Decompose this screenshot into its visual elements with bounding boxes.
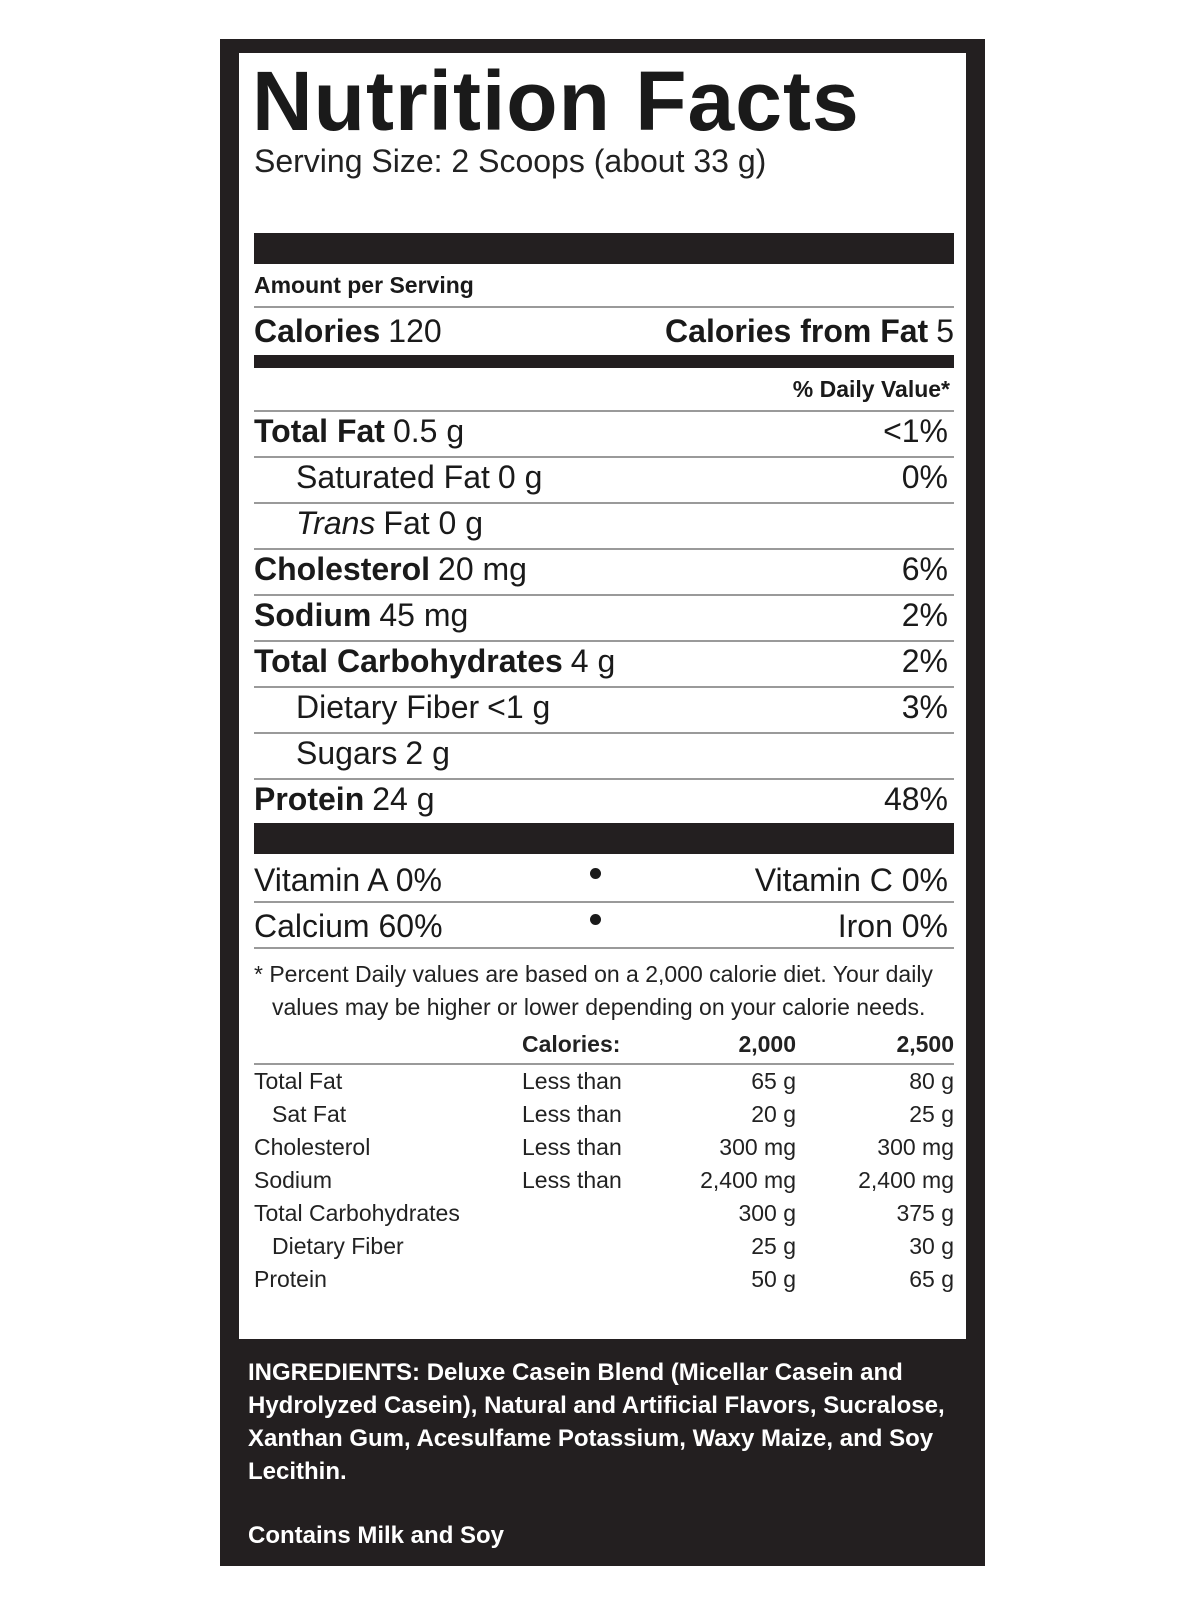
thick-divider (254, 823, 954, 854)
nutrient-amount: 24 g (372, 780, 435, 817)
nutrient-dv: 6% (901, 550, 948, 587)
footnote-line: * Percent Daily values are based on a 2,000 calorie diet. Your daily (254, 961, 933, 987)
calories-value: 120 (388, 312, 442, 349)
daily-value-table-body (254, 1068, 960, 1299)
table-cell: 30 g (909, 1233, 954, 1259)
table-cell: 300 mg (719, 1134, 796, 1160)
nutrient-dv: <1% (883, 412, 948, 449)
table-cell: Less than (522, 1068, 622, 1094)
table-cell: Less than (522, 1167, 622, 1193)
table-header-cell: 2,500 (896, 1031, 954, 1057)
nutrient-amount: 4 g (570, 642, 616, 679)
table-row (254, 1134, 960, 1167)
table-cell: 25 g (751, 1233, 796, 1259)
nutrient-amount: Fat 0 g (383, 504, 484, 541)
ingredients-label: INGREDIENTS: (248, 1359, 421, 1386)
table-cell: Less than (522, 1134, 622, 1160)
table-cell: Sat Fat (272, 1101, 347, 1127)
daily-value-header-row (254, 369, 954, 409)
table-cell: Dietary Fiber (272, 1233, 404, 1259)
nutrient-name: Total Carbohydrates (254, 642, 563, 679)
table-cell: 80 g (909, 1068, 954, 1094)
nutrient-dv: 2% (901, 596, 948, 633)
vitamin-row (254, 858, 954, 898)
amount-per-serving-row (254, 265, 954, 305)
calories-label: Calories (254, 312, 381, 349)
nutrient-name: Protein (254, 780, 365, 817)
table-cell: 20 g (751, 1101, 796, 1127)
vitamin-right: Vitamin C 0% (754, 862, 948, 898)
nutrient-amount: 0.5 g (392, 412, 465, 449)
nutrient-amount: 0 g (497, 458, 543, 495)
allergen-statement: Contains Milk and Soy (248, 1522, 505, 1549)
table-header-cell: 2,000 (738, 1031, 796, 1057)
nutrient-row (254, 457, 954, 497)
nutrient-row (254, 503, 954, 543)
nutrient-name: Sugars (296, 734, 398, 771)
nutrient-amount: 45 mg (379, 596, 469, 633)
medium-divider (254, 355, 954, 368)
bullet-icon (590, 868, 601, 879)
daily-value-header: % Daily Value* (792, 375, 950, 402)
nutrient-row (254, 687, 954, 727)
calories-from-fat-value: 5 (936, 312, 954, 349)
serving-size: Serving Size: 2 Scoops (about 33 g) (254, 143, 767, 179)
table-cell: 300 mg (877, 1134, 954, 1160)
nutrient-amount: <1 g (487, 688, 551, 725)
nutrient-name: Total Fat (254, 412, 385, 449)
nutrient-name: Saturated Fat (296, 458, 490, 495)
nutrient-name: Trans (296, 504, 376, 541)
nutrient-dv: 48% (883, 780, 948, 817)
nutrient-row (254, 733, 954, 773)
thick-divider (254, 233, 954, 264)
table-row (254, 1200, 960, 1233)
divider (254, 306, 954, 308)
ingredients (248, 1356, 948, 1488)
table-cell: Total Carbohydrates (254, 1200, 460, 1226)
table-cell: 65 g (909, 1266, 954, 1292)
table-cell: 65 g (751, 1068, 796, 1094)
divider (254, 901, 954, 903)
table-cell: 25 g (909, 1101, 954, 1127)
table-cell: Sodium (254, 1167, 332, 1193)
table-header (254, 1031, 960, 1064)
calories-row (254, 309, 954, 353)
table-row (254, 1266, 960, 1299)
nutrient-dv: 3% (901, 688, 948, 725)
table-header-cell: Calories: (522, 1031, 621, 1057)
panel-title: Nutrition Facts (252, 54, 860, 148)
nutrient-name: Sodium (254, 596, 372, 633)
divider (254, 1063, 954, 1065)
vitamin-left: Vitamin A 0% (254, 862, 442, 898)
vitamin-left: Calcium 60% (254, 908, 443, 944)
table-cell: Less than (522, 1101, 622, 1127)
nutrient-amount: 20 mg (438, 550, 527, 587)
table-row (254, 1068, 960, 1101)
vitamin-row (254, 904, 954, 944)
table-row (254, 1167, 960, 1200)
nutrient-row (254, 595, 954, 635)
table-cell: 300 g (738, 1200, 796, 1226)
nutrient-row (254, 411, 954, 451)
ingredients-text: Deluxe Casein Blend (Micellar Casein and Hydrolyzed Casein), Natural and Artificial Flavors, Sucralose, Xanthan Gum, Acesulfame Potassium, Waxy Maize, and Soy Lecithin. (248, 1359, 945, 1485)
daily-value-table (254, 1031, 960, 1064)
nutrient-row (254, 641, 954, 681)
vitamin-right: Iron 0% (837, 908, 948, 944)
table-cell: 50 g (751, 1266, 796, 1292)
footnote-line: values may be higher or lower depending on your calorie needs. (272, 994, 926, 1020)
nutrient-name: Dietary Fiber (296, 688, 480, 725)
nutrition-panel (239, 53, 966, 1339)
table-cell: Protein (254, 1266, 327, 1292)
table-row (254, 1233, 960, 1266)
divider (254, 947, 954, 949)
table-cell: Cholesterol (254, 1134, 371, 1160)
table-cell: Total Fat (254, 1068, 343, 1094)
nutrient-dv: 2% (901, 642, 948, 679)
table-cell: 2,400 mg (858, 1167, 954, 1193)
nutrient-row (254, 549, 954, 589)
nutrient-row (254, 779, 954, 819)
table-row (254, 1101, 960, 1134)
nutrient-dv: 0% (901, 458, 948, 495)
nutrient-amount: 2 g (405, 734, 450, 771)
nutrient-name: Cholesterol (254, 550, 431, 587)
footnote (254, 958, 969, 1024)
bullet-icon (590, 914, 601, 925)
calories-from-fat-label: Calories from Fat (665, 312, 929, 349)
amount-per-serving: Amount per Serving (254, 271, 474, 298)
table-cell: 375 g (896, 1200, 954, 1226)
table-cell: 2,400 mg (700, 1167, 796, 1193)
